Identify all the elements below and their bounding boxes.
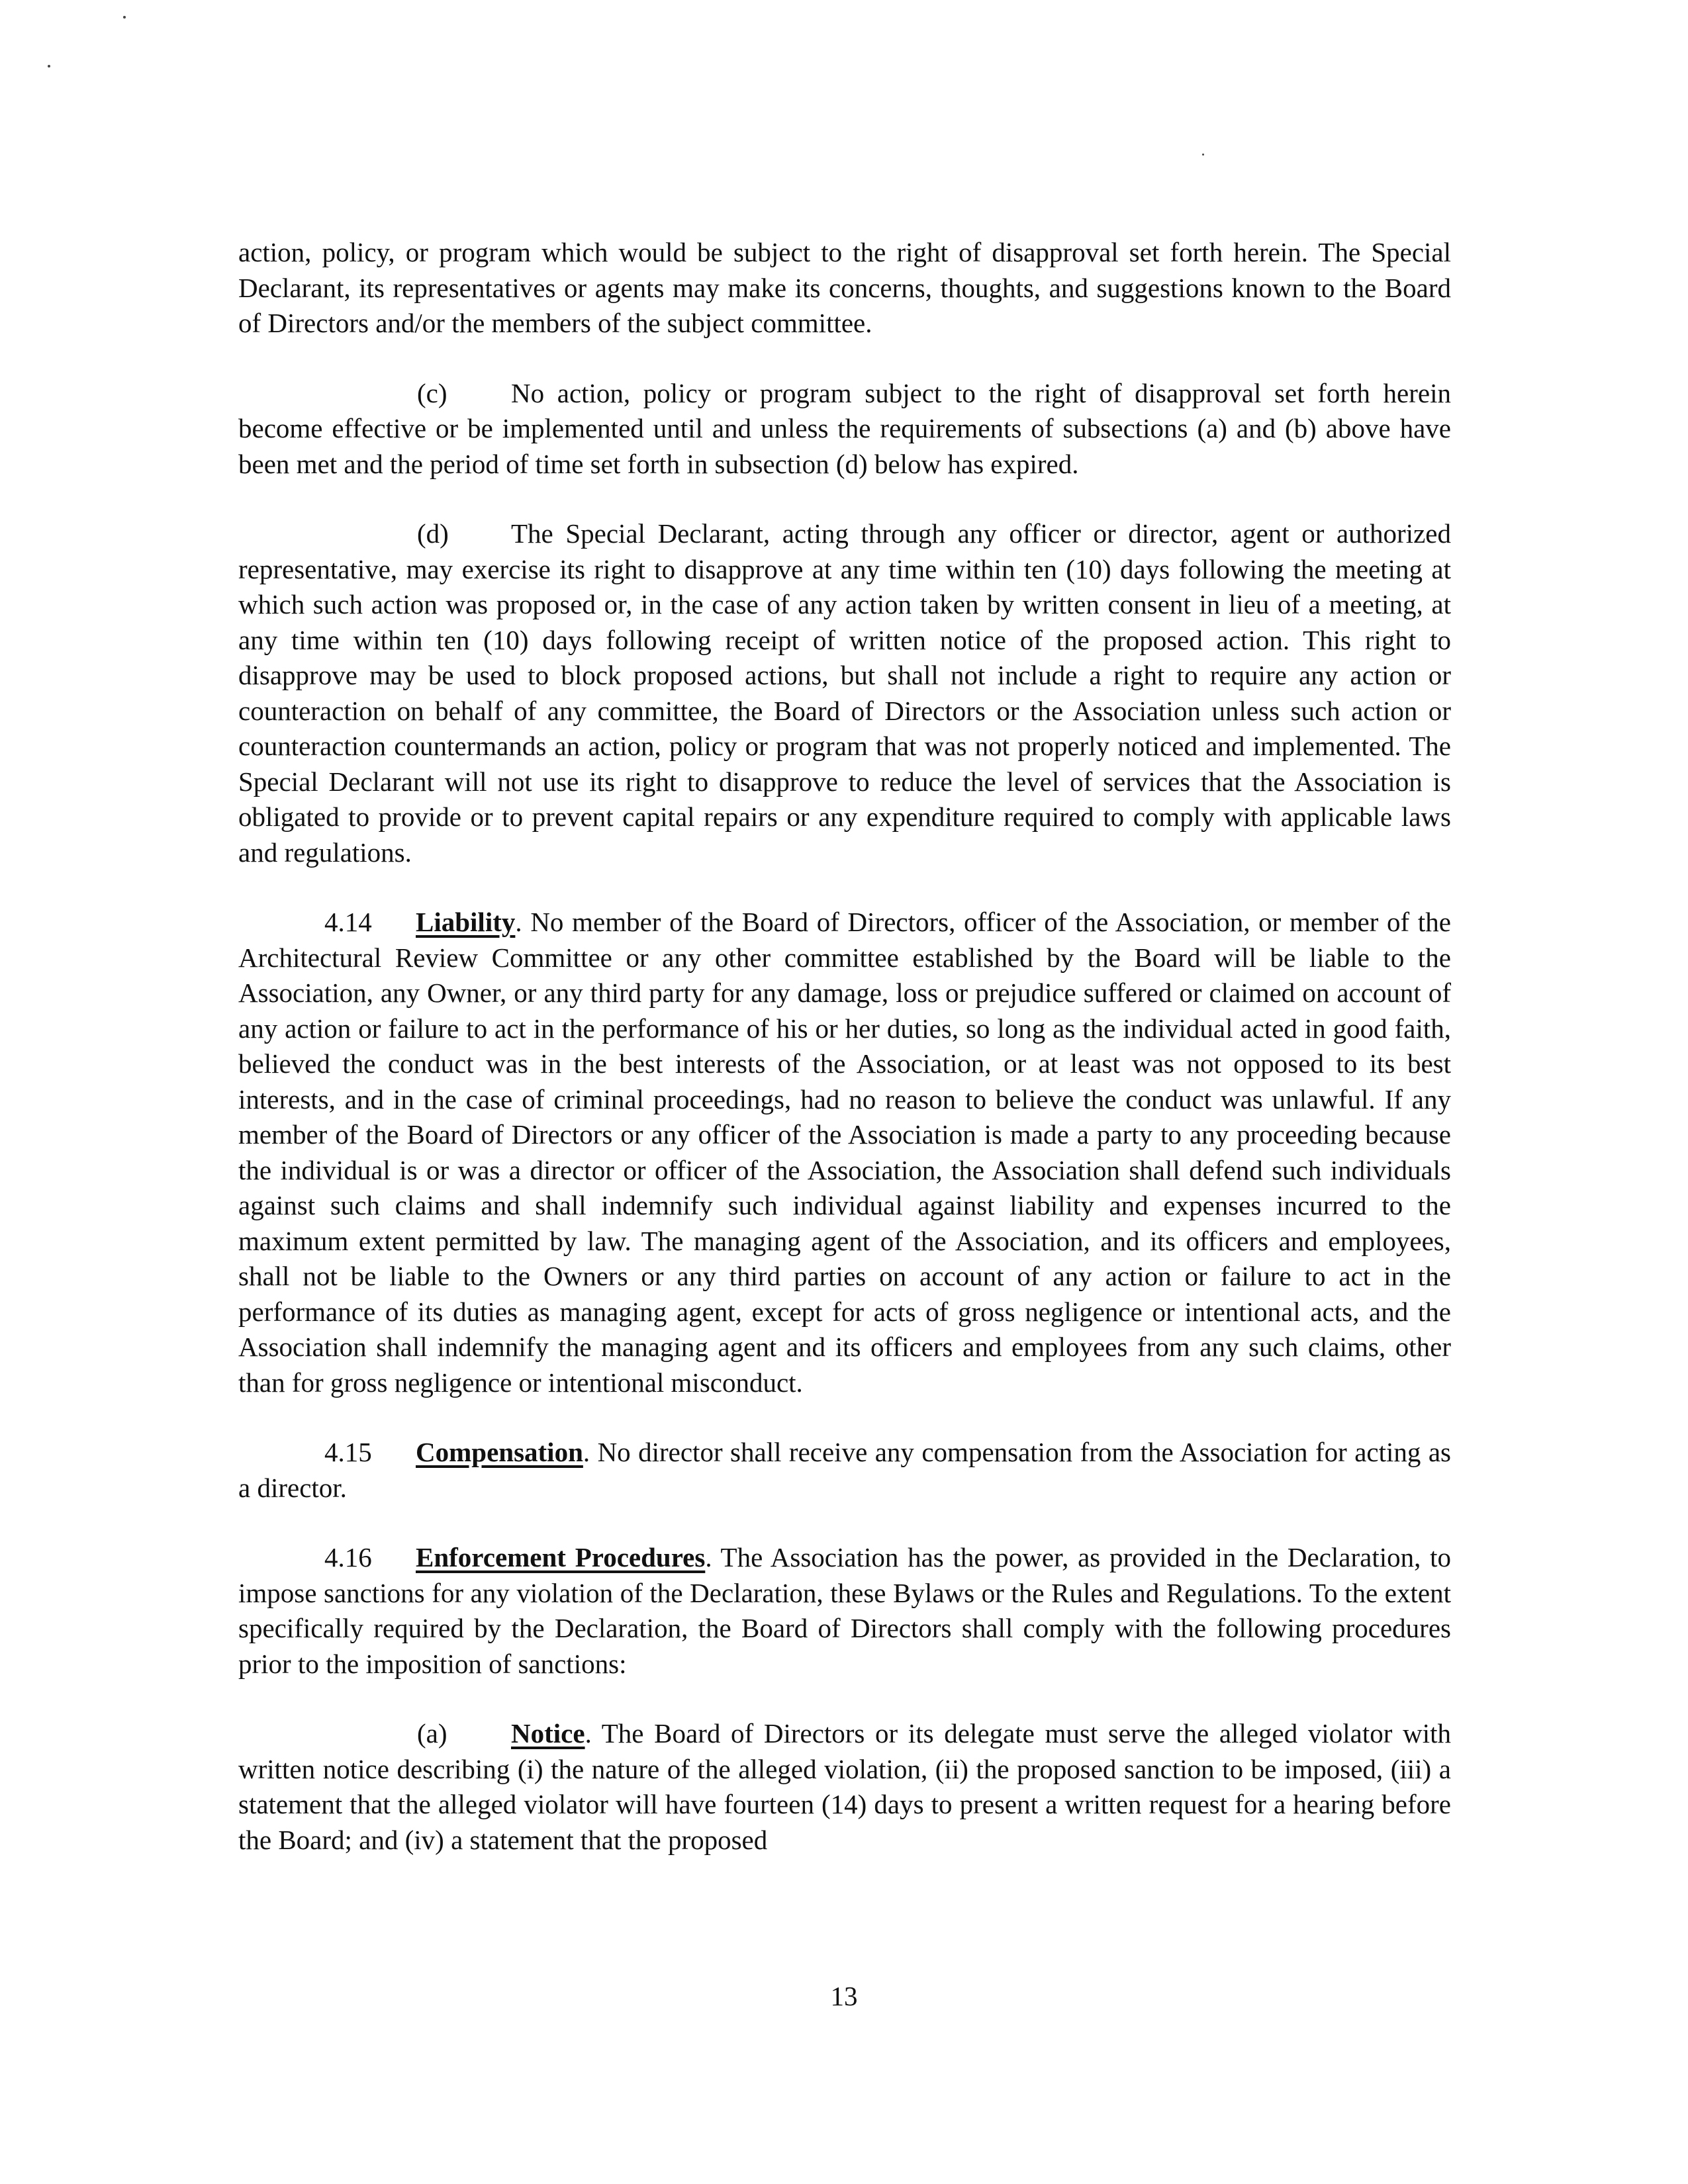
scan-speck: [123, 16, 126, 19]
section-number: 4.16: [324, 1542, 372, 1572]
paragraph-subsection-d: [238, 516, 1451, 870]
section-number: 4.15: [324, 1437, 372, 1467]
section-compensation: [238, 1435, 1451, 1506]
section-enforcement-procedures: [238, 1540, 1451, 1682]
section-heading: Enforcement Procedures: [416, 1542, 706, 1572]
paragraph-text: . The Association has the power, as provided in the Declaration, to impose sanctions for any violation of the Declaration, these Bylaws or the Rules and Regulations. To the extent specifically required by the Declaration, the Board of Directors shall comply with the following procedures prior to the imposition of sanctions:: [238, 1542, 1451, 1679]
section-number: 4.14: [324, 907, 372, 937]
paragraph-subsection-a-notice: [238, 1716, 1451, 1858]
page-number: 13: [830, 1981, 858, 2011]
subsection-label: (c): [417, 377, 447, 408]
scan-speck: [1202, 154, 1204, 156]
paragraph-text: The Special Declarant, acting through any officer or director, agent or authorized representative, may exercise its right to disapprove at any time within ten (10) days following the meeting at which such action was proposed or, in the case of any action taken by written consent in lieu of a meeting, at any time within ten (10) days following receipt of written notice of the proposed action. This right to disapprove may be used to block proposed actions, but shall not include a right to require any action or counteraction on behalf of any committee, the Board of Directors or the Association unless such action or counteraction countermands an action, policy or program that was not properly noticed and implemented. The Special Declarant will not use its right to disapprove to reduce the level of services that the Association is obligated to provide or to prevent capital repairs or any expenditure required to comply with applicable laws and regulations.: [238, 518, 1451, 868]
subsection-label: (d): [417, 518, 449, 549]
paragraph-continuation: [238, 235, 1451, 341]
paragraph-text: No action, policy or program subject to the right of disapproval set forth herein become effective or be implemented until and unless the requirements of subsections (a) and (b) above have been met and the period of time set forth in subsection (d) below has expired.: [238, 377, 1451, 479]
scan-speck: [48, 65, 50, 68]
section-liability: [238, 905, 1451, 1400]
subsection-heading: Notice: [511, 1718, 585, 1749]
paragraph-subsection-c: [238, 376, 1451, 482]
document-body: [238, 235, 1451, 1892]
subsection-label: (a): [417, 1718, 447, 1749]
paragraph-text: . The Board of Directors or its delegate must serve the alleged violator with written notice describing (i) the nature of the alleged violation, (ii) the proposed sanction to be imposed, (iii) a statement that the alleged violator will have fourteen (14) days to present a written request for a hearing before the Board; and (iv) a statement that the proposed: [238, 1718, 1451, 1855]
paragraph-text: . No member of the Board of Directors, officer of the Association, or member of the Architectural Review Committee or any other committee established by the Board will be liable to the Association, any Owner, or any third party for any damage, loss or prejudice suffered or claimed on account of any action or failure to act in the performance of his or her duties, so long as the individual acted in good faith, believed the conduct was in the best interests of the Association, or at least was not opposed to its best interests, and in the case of criminal proceedings, had no reason to believe the conduct was unlawful. If any member of the Board of Directors or any officer of the Association is made a party to any proceeding because the individual is or was a director or officer of the Association, the Association shall defend such individuals against such claims and shall indemnify such individual against liability and expenses incurred to the maximum extent permitted by law. The managing agent of the Association, and its officers and employees, shall not be liable to the Owners or any third parties on account of any action or failure to act in the performance of its duties as managing agent, except for acts of gross negligence or intentional acts, and the Association shall indemnify the managing agent and its officers and employees from any such claims, other than for gross negligence or intentional misconduct.: [238, 907, 1451, 1398]
section-heading: Liability: [416, 907, 516, 937]
paragraph-text: . No director shall receive any compensation from the Association for acting as a director.: [238, 1437, 1451, 1503]
section-heading: Compensation: [416, 1437, 583, 1467]
paragraph-text: action, policy, or program which would be subject to the right of disapproval set forth herein. The Special Declarant, its representatives or agents may make its concerns, thoughts, and suggestions known to the Board of Directors and/or the members of the subject committee.: [238, 237, 1451, 338]
